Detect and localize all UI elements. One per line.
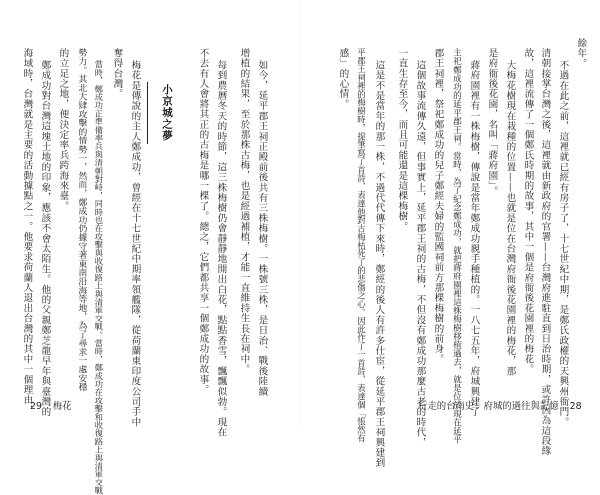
page-number: 29 [30,401,42,412]
page-number: 28 [569,401,582,412]
text-column: 這是不是當年的那一株，不過代代傳下來時，鄭經的後人有許多仕宦，從延平郡王祠興建到 [373,60,385,468]
text-column: 勢力。其北大肆攻擊的情勢一，然而，鄭成功仍據守著東南沿海等地，為了尋求一處安穩 [76,48,87,392]
text-column: 增植的結果，至於那株古梅，也是經過補植，才能一直維持生長在祠中。 [238,48,250,375]
text-column: 故，這裡流傳了一個鄭氏時期的故事，其中一個是府衙後花園裡的梅花。 [522,48,534,375]
aside-column: 不去有人會將其正的古梅是哪一棵了。總之，它們都共享一個鄭成功的故事。 [197,48,209,395]
text-column: 是府衙後花園，名叫「蔣府園」。 [486,48,498,197]
page-gutter [299,0,300,426]
running-title: 行走的台南史：府城的過往與記憶 [418,401,559,412]
running-title: 梅花 [52,401,72,412]
aside-column: 每到農曆冬天的時節，這三株梅樹仍會靜靜地開出白花，點點香雪，飄飄似勃。現在 [215,60,227,438]
section-heading: 小京城之夢 [161,84,173,142]
text-column: 一直生存至今，而且可能還是這棵梅樹。 [396,48,408,232]
right-footer [418,398,590,412]
text-column: 郡王祠裡，祭祀鄭成功的兒子鄭經夫婦的監國祠前方那棵梅樹的前身。 [432,48,444,365]
text-column: 不過在此之前，這裡就已經有房子了，十七世紀中期，是鄭氏政權的天興州衙門。 [557,60,569,428]
text-column: 平郡王祠裡的梅樹時，提筆寫了首詩，表達他對古梅枯死了的悲傷之心。因此作了一首詩，表達個「悵然有 [356,48,367,443]
text-column: 海域時，台灣就是主要的活動據點之一。他要求荷蘭人退出台灣的其中一個理由， [21,48,33,416]
heading-rule [147,82,148,144]
text-column: 這個故事流傳久遠，但事實上，延平郡王祠的古梅，不但沒有鄭成功那麼古老的時代， [414,60,426,448]
text-column: 如今，延平郡王祠正殿前後共有三株梅樹。一株號三株，是日治、戰後陸續 [256,60,268,397]
text-column: 奪得台灣。 [111,48,123,99]
text-column: 餘年。 [575,38,587,69]
text-column: 梅花是傳說的主人鄭成功，曾經在十七世紀中期率領艦隊，從荷蘭東印度公司手中 [129,60,141,428]
text-column: 鄭成功對台灣這塊土地的印象，應該不會太陌生。他的父親鄭芝龍早年與臺灣的 [39,60,51,417]
text-column: 蔣府園裡有一株梅樹，傳說是當年鄭成功親手種植的。一八七五年，府城興建了 [468,60,480,417]
text-column: 主祀鄭成功的延平郡王祠。當時，為了紀念鄭成功，就把蔣府園裡這株梅樹移植過去，就是位於現在延平 [451,48,462,444]
text-column: 當時，鄭成功正準備率兵與清朝對峙，同時也在攻擊與收復路上與清軍交戰。當時，鄭成功在攻擊和收復路上與清軍交戰 [94,60,105,495]
text-column: 的立足之地，便決定率兵跨海來臺。 [57,48,69,212]
left-footer [22,398,72,412]
text-column: 大梅花樹現在栽種的位置——也就是位在台灣府衙後花園裡的梅花，那 [504,60,516,377]
text-column: 清朝接掌台灣之後，這裡就由新政府的官署——台灣府進駐直到日治時期，或許因為這段緣 [539,48,551,456]
text-column: 感」的心情。 [337,48,349,110]
